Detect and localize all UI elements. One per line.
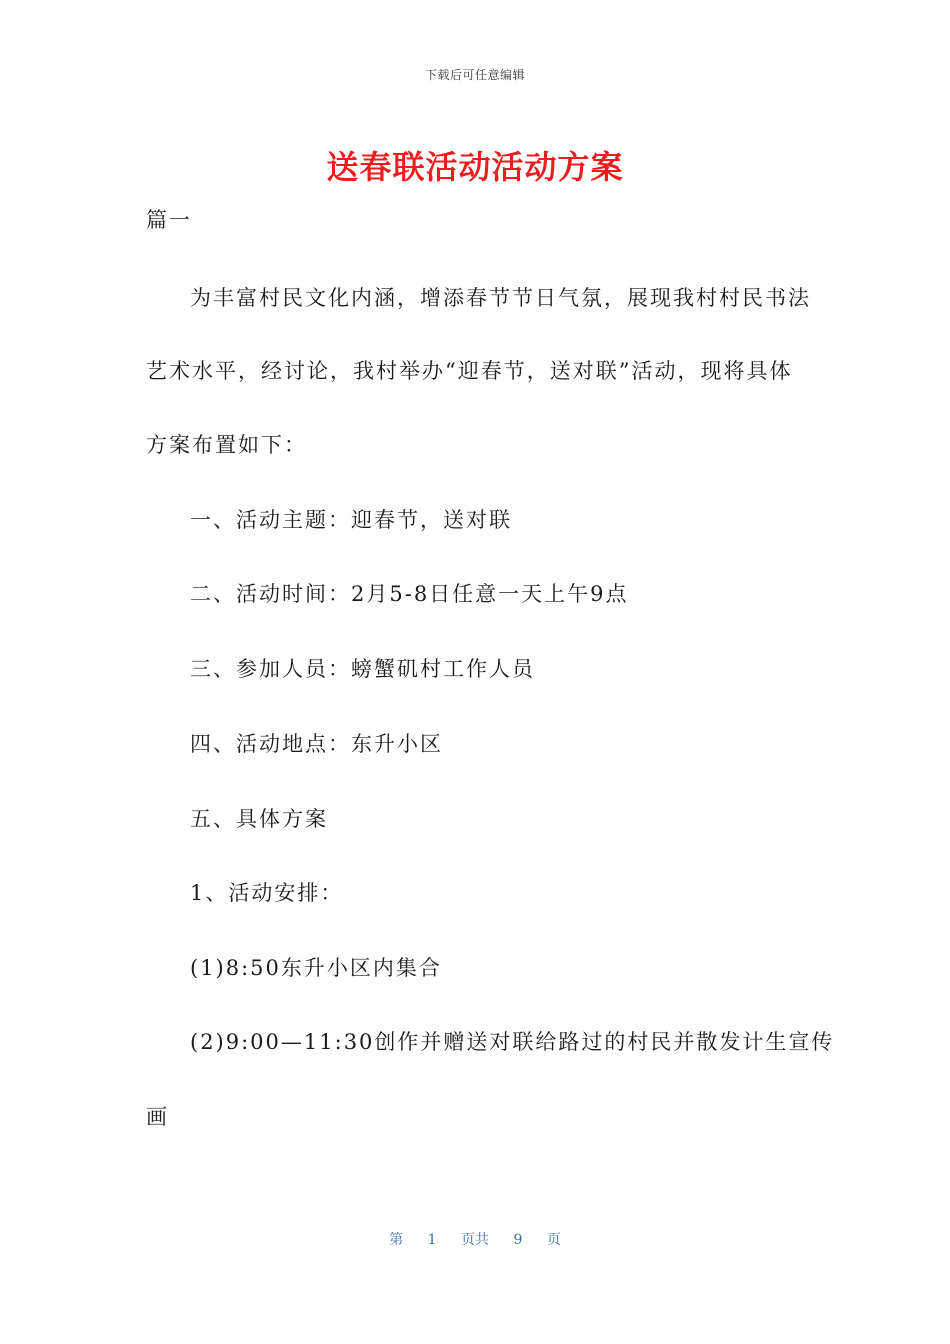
page-total: 9 [513,1232,523,1248]
paragraph-line: 为丰富村民文化内涵，增添春节节日气氛，展现我村村民书法 [190,286,811,310]
page-mid: 页共 [461,1232,489,1248]
list-item: (1)8:50东升小区内集合 [190,956,442,980]
list-item: 四、活动地点：东升小区 [190,732,443,756]
list-item: 二、活动时间：2月5-8日任意一天上午9点 [190,582,629,606]
page-prefix: 第 [389,1232,404,1248]
page-footer [0,1229,950,1249]
document-title: 送春联活动活动方案 [326,148,624,186]
list-item: 三、参加人员：螃蟹矶村工作人员 [190,657,535,681]
paragraph-line: 画 [146,1105,169,1129]
paragraph-line: 方案布置如下： [146,433,307,457]
page-current: 1 [427,1232,437,1248]
list-item: (2)9:00—11:30创作并赠送对联给路过的村民并散发计生宣传 [190,1030,835,1054]
page-suffix: 页 [546,1232,561,1248]
header-note: 下载后可任意编辑 [424,68,525,82]
list-item: 五、具体方案 [190,807,328,831]
list-item: 1、活动安排： [190,881,344,905]
paragraph-line: 艺术水平，经讨论，我村举办“迎春节，送对联”活动，现将具体 [146,359,793,383]
list-item: 一、活动主题：迎春节，送对联 [190,508,512,532]
section-label: 篇一 [146,208,192,232]
